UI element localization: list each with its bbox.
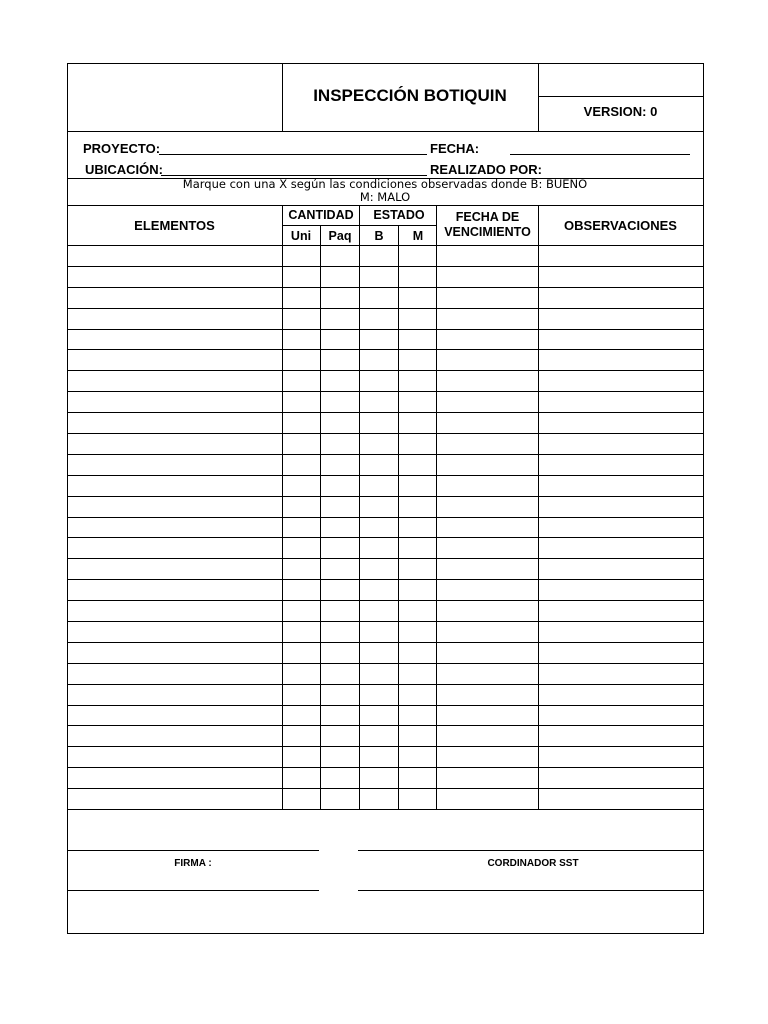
- proyecto-label: PROYECTO:: [83, 141, 161, 156]
- table-row: [67, 454, 703, 455]
- table-row: [67, 663, 703, 664]
- coordinador-signature-line[interactable]: [358, 890, 703, 891]
- table-row: [67, 329, 703, 330]
- header-right-split: [538, 96, 703, 97]
- col-cantidad: CANTIDAD: [288, 208, 354, 222]
- header-divider-right: [538, 63, 539, 131]
- table-row: [67, 537, 703, 538]
- firma-label: FIRMA :: [174, 858, 212, 869]
- firma-signature-line[interactable]: [67, 890, 319, 891]
- header-bottom-line: [67, 131, 703, 132]
- table-row: [67, 370, 703, 371]
- table-row: [67, 308, 703, 309]
- fecha-field[interactable]: [510, 154, 690, 155]
- table-row: [67, 746, 703, 747]
- table-header-bottom: [67, 245, 703, 246]
- table-row: [67, 579, 703, 580]
- table-row: [67, 621, 703, 622]
- sub-b: B: [374, 229, 384, 243]
- table-row: [67, 433, 703, 434]
- table-row: [67, 809, 703, 810]
- table-row: [67, 725, 703, 726]
- table-row: [67, 496, 703, 497]
- sub-m: M: [412, 229, 424, 243]
- table-row: [67, 349, 703, 350]
- footer-left-line-top: [67, 850, 319, 851]
- ubicacion-field[interactable]: [161, 175, 427, 176]
- table-vline-elementos: [282, 205, 283, 809]
- table-row: [67, 391, 703, 392]
- fecha-label: FECHA:: [430, 141, 480, 156]
- table-row: [67, 558, 703, 559]
- table-vline-cantidad: [359, 205, 360, 809]
- table-row: [67, 412, 703, 413]
- table-row: [67, 788, 703, 789]
- coordinador-label: CORDINADOR SST: [487, 858, 579, 869]
- version-label: VERSION: 0: [583, 104, 658, 119]
- sub-paq: Paq: [328, 229, 352, 243]
- table-row: [67, 684, 703, 685]
- col-fecha-vencimiento-line1: FECHA DE: [455, 210, 520, 224]
- realizado-label: REALIZADO POR:: [430, 162, 542, 177]
- table-row: [67, 287, 703, 288]
- table-row: [67, 600, 703, 601]
- col-estado: ESTADO: [373, 208, 425, 222]
- table-row: [67, 705, 703, 706]
- sub-uni: Uni: [290, 229, 312, 243]
- col-fecha-vencimiento-line2: VENCIMIENTO: [444, 225, 531, 239]
- table-row: [67, 642, 703, 643]
- form-title: INSPECCIÓN BOTIQUIN: [313, 86, 507, 105]
- proyecto-field[interactable]: [159, 154, 427, 155]
- table-vline-estado: [436, 205, 437, 809]
- ubicacion-label: UBICACIÓN:: [85, 162, 163, 177]
- table-vline-fecha: [538, 205, 539, 809]
- footer-right-line-top: [358, 850, 703, 851]
- table-row: [67, 767, 703, 768]
- instructions-bottom-line: [67, 205, 703, 206]
- col-elementos: ELEMENTOS: [134, 218, 215, 233]
- table-row: [67, 517, 703, 518]
- instructions-line1: Marque con una X según las condiciones observadas donde B: BUENO: [182, 177, 588, 191]
- table-row: [67, 475, 703, 476]
- instructions-line2: M: MALO: [359, 190, 411, 204]
- col-observaciones: OBSERVACIONES: [564, 218, 677, 233]
- table-row: [67, 266, 703, 267]
